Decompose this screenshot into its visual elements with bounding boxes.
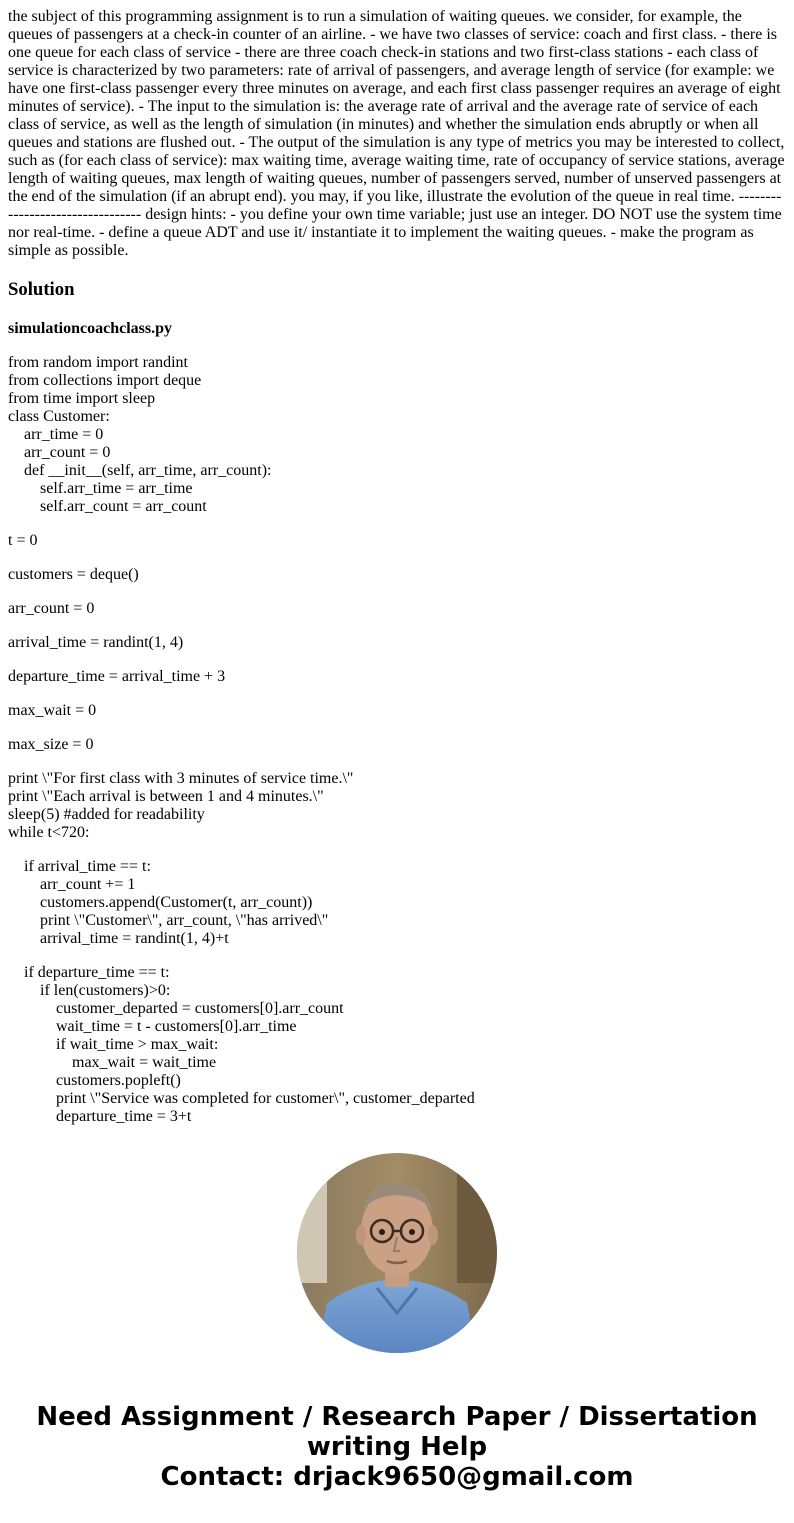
file-name-heading: simulationcoachclass.py: [8, 320, 173, 337]
code-line: print \"Each arrival is between 1 and 4 minutes.\": [8, 788, 324, 805]
code-line: [8, 686, 786, 702]
code-line: class Customer:: [8, 408, 110, 425]
code-block: [8, 354, 786, 1126]
author-photo: [297, 1153, 497, 1353]
code-line: self.arr_time = arr_time: [8, 480, 193, 497]
code-line: max_wait = 0: [8, 702, 97, 719]
code-line: arr_time = 0: [8, 426, 104, 443]
footer-line-2: writing Help: [306, 1432, 488, 1462]
code-line: self.arr_count = arr_count: [8, 498, 207, 515]
code-line: max_size = 0: [8, 736, 94, 753]
author-photo-image: [297, 1153, 497, 1353]
code-line: [8, 948, 786, 964]
code-line: sleep(5) #added for readability: [8, 806, 205, 823]
code-line: departure_time = 3+t: [8, 1108, 192, 1125]
code-line: if len(customers)>0:: [8, 982, 171, 999]
footer-line-1: Need Assignment / Research Paper / Dissertation: [36, 1402, 758, 1432]
code-line: while t<720:: [8, 824, 90, 841]
code-line: max_wait = wait_time: [8, 1054, 217, 1071]
footer-contact: Contact: drjack9650@gmail.com: [160, 1462, 634, 1492]
code-line: customer_departed = customers[0].arr_count: [8, 1000, 344, 1017]
code-line: customers.popleft(): [8, 1072, 181, 1089]
code-line: wait_time = t - customers[0].arr_time: [8, 1018, 297, 1035]
code-line: customers = deque(): [8, 566, 139, 583]
code-line: print \"Customer\", arr_count, \"has arrived\": [8, 912, 329, 929]
code-line: [8, 652, 786, 668]
code-line: if arrival_time == t:: [8, 858, 151, 875]
code-line: [8, 550, 786, 566]
code-line: arr_count = 0: [8, 600, 95, 617]
solution-heading: Solution: [8, 279, 75, 300]
code-line: departure_time = arrival_time + 3: [8, 668, 226, 685]
assignment-description: the subject of this programming assignment is to run a simulation of waiting queues. we consider, for example, the queues of passengers at a check-in counter of an airline. - we have two classes of service: coach and first class. - there is one queue for each class of service - there are three coach check-in stations and two first-class stations - each class of service is characterized by two parameters: rate of arrival of passengers, and average length of service (for example: we have one first-class passenger every three minutes on average, and each first class passenger requires an average of eight minutes of service). - The input to the simulation is: the average rate of arrival and the average rate of service of each class of service, as well as the length of simulation (in minutes) and whether the simulation ends abruptly or when all queues and stations are flushed out. - The output of the simulation is any type of metrics you may be interested to collect, such as (for each class of service): max waiting time, average waiting time, rate of occupancy of service stations, average length of waiting queues, max length of waiting queues, number of passengers served, number of unserved passengers at the end of the simulation (if an abrupt end). you may, if you like, illustrate the evolution of the queue in real time. --------------------------------- design hints: - you define your own time variable; just use an integer. DO NOT use the system time nor real-time. - define a queue ADT and use it/ instantiate it to implement the waiting queues. - make the program as simple as possible.: [8, 8, 785, 259]
code-line: from random import randint: [8, 354, 188, 371]
code-line: arrival_time = randint(1, 4): [8, 634, 184, 651]
code-line: arrival_time = randint(1, 4)+t: [8, 930, 229, 947]
code-line: from time import sleep: [8, 390, 156, 407]
code-line: if wait_time > max_wait:: [8, 1036, 219, 1053]
code-line: [8, 720, 786, 736]
code-line: if departure_time == t:: [8, 964, 170, 981]
code-line: [8, 618, 786, 634]
code-line: def __init__(self, arr_time, arr_count):: [8, 462, 272, 479]
code-line: t = 0: [8, 532, 38, 549]
code-line: print \"Service was completed for customer\", customer_departed: [8, 1090, 475, 1107]
code-line: [8, 842, 786, 858]
code-line: [8, 754, 786, 770]
code-line: customers.append(Customer(t, arr_count)): [8, 894, 313, 911]
code-line: from collections import deque: [8, 372, 202, 389]
code-line: arr_count += 1: [8, 876, 136, 893]
code-line: print \"For first class with 3 minutes of service time.\": [8, 770, 354, 787]
code-line: [8, 584, 786, 600]
code-line: [8, 516, 786, 532]
footer-banner: [0, 1402, 794, 1492]
code-line: arr_count = 0: [8, 444, 111, 461]
